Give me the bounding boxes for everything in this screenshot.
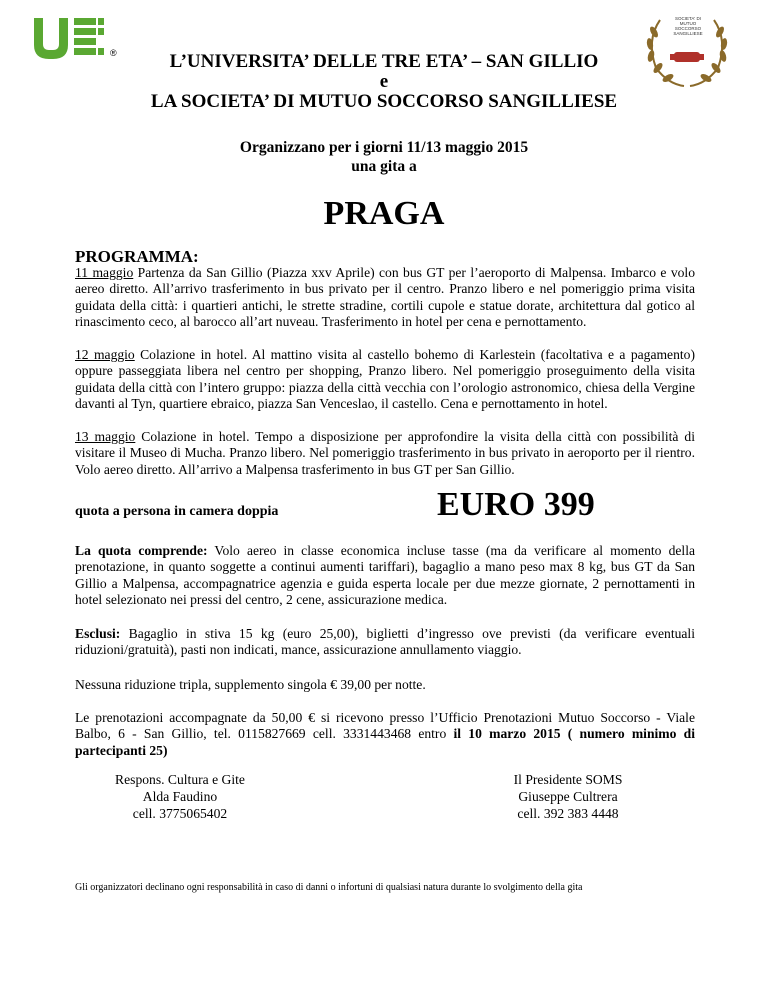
includes-paragraph [75,543,695,609]
contact-right-role: Il Presidente SOMS [513,772,623,787]
excludes-label: Esclusi: [75,626,121,641]
booking-deadline: il 10 marzo 2015 ( numero minimo di partecipanti 25) [75,726,695,758]
day-1-text: Partenza da San Gillio (Piazza xxv Aprile) con bus GT per l’aeroporto di Malpensa. Imbarco e volo aereo diretto. All’arrivo trasferimento in bus privato per il centro. Pranzo libero e nel pomeriggio prima visita guidata della città: i quartieri antichi, le strette stradine, cortili cupole e statue dorate, architettura dal gotico al rinascimento ceco, al barocco all’art nuveau. Trasferimento in hotel per cena e pernottamento. [75,265,695,330]
header-line-1: L’UNIVERSITA’ DELLE TRE ETA’ – SAN GILLIO [169,51,599,72]
program-day-1 [75,265,695,331]
contact-right-phone: cell. 392 383 4448 [517,806,619,821]
contact-right-name: Giuseppe Cultrera [518,789,618,804]
intro-line-1: Organizzano per i giorni 11/13 maggio 2015 [239,139,529,156]
header-line-2: e [379,71,389,92]
contact-left-name: Alda Faudino [142,789,218,804]
program-day-2 [75,347,695,413]
program-day-3 [75,429,695,478]
destination-title: PRAGA [323,195,445,232]
day-2-text: Colazione in hotel. Al mattino visita al castello bohemo di Karlestein (facoltativa e a pagamento) oppure passeggiata libera nel centro per shopping, Pranzo libero. Nel pomeriggio proseguimento della visita guidata della città con l’intero gruppo: piazza della città vecchia con l’orologio astronomico, chiesa della Vergine davanti al Tyn, quartiere ebraico, piazza San Venceslao, il castello. Cena e pernottamento in hotel. [75,347,695,412]
supplement-text: Nessuna riduzione tripla, supplemento singola € 39,00 per notte. [75,677,426,692]
includes-text: Volo aereo in classe economica incluse tasse (ma da verificare al momento della prenotazione, in quanto soggette a continui aumenti tariffari), bagaglio a mano peso max 8 kg, bus GT da San Gillio a Malpensa, accompagnatrice agenzia e guida esperta locale per due mezze giornate, 2 pernottamenti in hotel selezionato nei pressi del centro, 2 cene, assicurazione medica. [75,543,696,608]
contact-left [90,771,270,822]
contact-right [478,771,658,822]
header-line-3: LA SOCIETA’ DI MUTUO SOCCORSO SANGILLIESE [150,91,618,112]
includes-label: La quota comprende: [75,543,208,558]
contact-left-phone: cell. 3775065402 [132,806,228,821]
booking-text: Le prenotazioni accompagnate da 50,00 € si ricevono presso l’Ufficio Prenotazioni Mutuo Soccorso - Viale Balbo, 6 - San Gillio, tel. 0115827669 cell. 3331443468 entro [75,710,695,742]
day-2-date: 12 maggio [75,347,135,362]
booking-paragraph [75,710,695,759]
program-heading: PROGRAMMA: [75,247,199,266]
contact-left-role: Respons. Cultura e Gite [115,772,245,787]
day-3-date: 13 maggio [75,429,136,444]
day-1-date: 11 maggio [75,265,134,280]
intro-line-2: una gita a [351,158,417,175]
disclaimer-footer: Gli organizzatori declinano ogni responsabilità in caso di danni o infortuni di qualsiasi natura durante lo svolgimento della gita [75,882,583,893]
seal-text: SOCIETA' DI MUTUO SOCCORSO SANGILLIESE [673,16,703,36]
price-value: EURO 399 [437,486,595,523]
excludes-paragraph [75,626,695,659]
price-label: quota a persona in camera doppia [75,504,279,519]
registered-mark: ® [110,48,117,58]
day-3-text: Colazione in hotel. Tempo a disposizione per approfondire la visita della città con possibilità di visitare il Museo di Mucha. Pranzo libero. Nel pomeriggio trasferimento in bus privato in aeroporto per il rientro. Volo aereo diretto. All’arrivo a Malpensa trasferimento in bus GT per San Gillio. [75,429,695,477]
excludes-text: Bagaglio in stiva 15 kg (euro 25,00), biglietti d’ingresso ove previsti (da verificare eventuali riduzioni/gratuità), pasti non indicati, mance, assicurazione annullamento viaggio. [75,626,695,658]
